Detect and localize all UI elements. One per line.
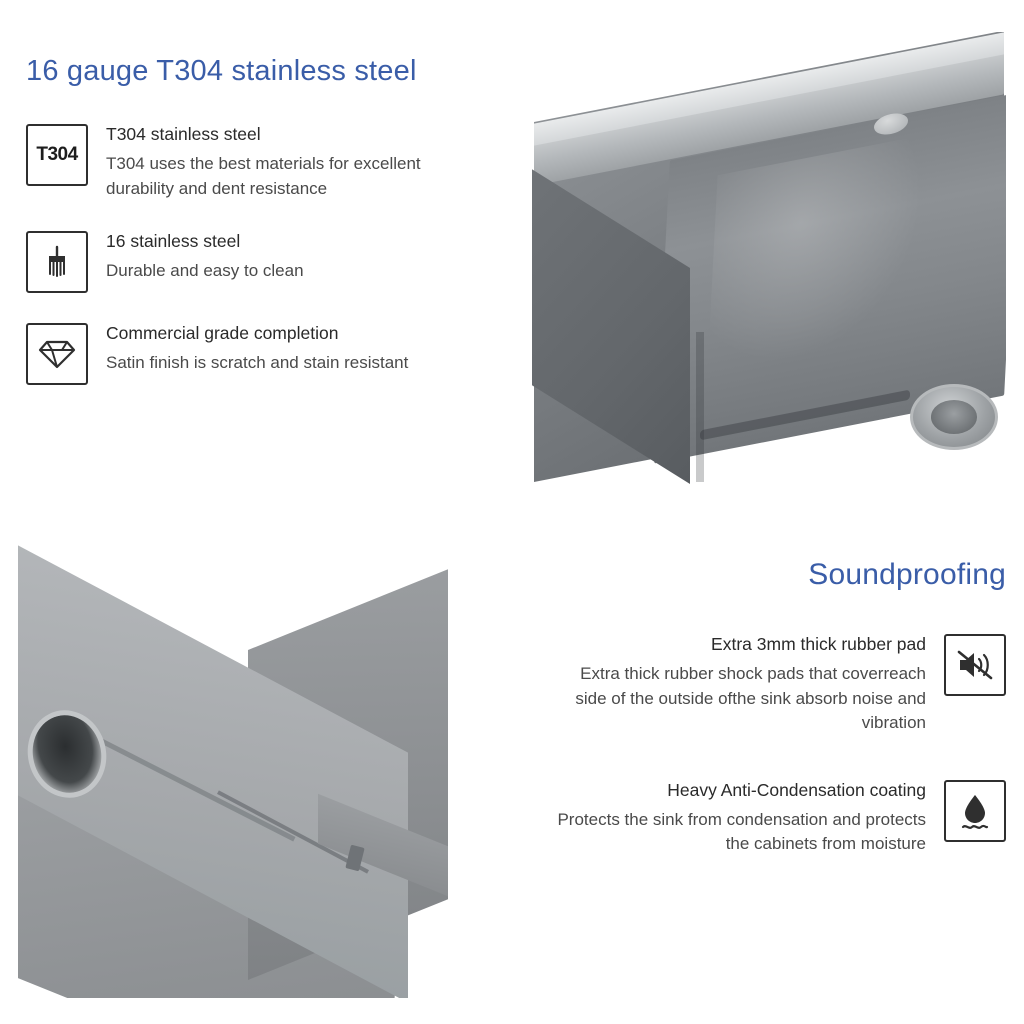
brush-icon (26, 231, 88, 293)
feature-description: Protects the sink from condensation and protects the cabinets from moisture (557, 809, 926, 854)
t304-badge-icon (26, 124, 88, 186)
feature-title: Commercial grade completion (106, 323, 339, 344)
feature-anti-condensation-coating (500, 780, 1006, 857)
feature-title: Heavy Anti-Condensation coating (667, 779, 926, 800)
t304-badge-label: T304 (36, 144, 78, 165)
steel-section (26, 55, 496, 415)
soundproofing-section-heading: Soundproofing (808, 558, 1006, 591)
feature-title: Extra 3mm thick rubber pad (711, 634, 926, 654)
sink-basin-photo (524, 32, 1006, 484)
sink-corner-seam (696, 332, 704, 482)
underside-illustration (18, 530, 486, 998)
feature-16-stainless-steel (26, 231, 496, 293)
feature-title: T304 stainless steel (106, 124, 261, 144)
sink-drain (910, 384, 998, 450)
feature-text (106, 231, 304, 284)
feature-text (546, 780, 926, 857)
feature-description: Durable and easy to clean (106, 261, 304, 281)
feature-text (106, 323, 408, 376)
feature-text (546, 634, 926, 736)
steel-section-heading: 16 gauge T304 stainless steel (26, 55, 417, 87)
feature-description: Extra thick rubber shock pads that coverreach side of the outside ofthe sink absorb noise and vibration (575, 663, 926, 733)
feature-description: T304 uses the best materials for excellent durability and dent resistance (106, 153, 421, 198)
sink-underside-photo (18, 530, 486, 998)
diamond-icon (26, 323, 88, 385)
water-drop-heat-icon (944, 780, 1006, 842)
feature-text (106, 124, 466, 201)
mute-speaker-icon (944, 634, 1006, 696)
sink-illustration (524, 32, 1006, 484)
soundproofing-section (500, 558, 1006, 901)
feature-rubber-pad (500, 634, 1006, 736)
feature-t304-stainless-steel (26, 124, 496, 201)
feature-title: 16 stainless steel (106, 231, 241, 252)
feature-commercial-grade-completion (26, 323, 496, 385)
feature-description: Satin finish is scratch and stain resistant (106, 353, 409, 373)
